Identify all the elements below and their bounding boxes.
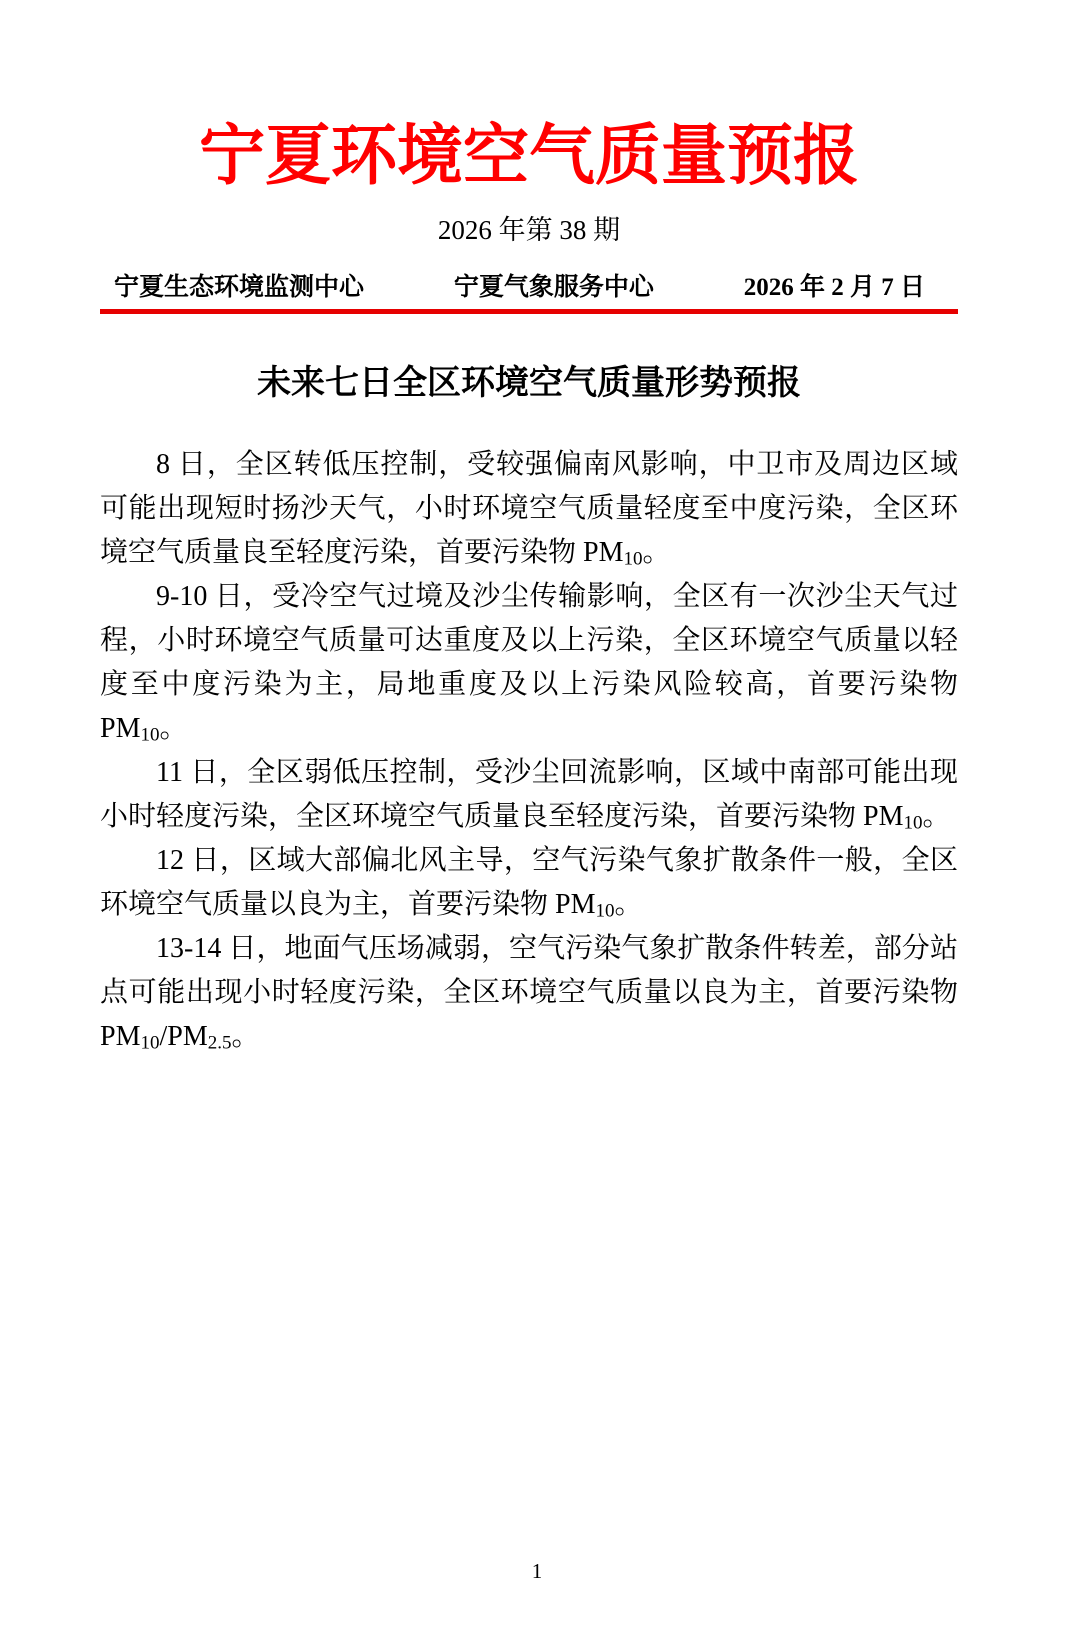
masthead-row xyxy=(100,274,958,302)
page-number: 1 xyxy=(531,1559,543,1583)
issuing-org-monitoring-center: 宁夏生态环境监测中心 xyxy=(114,273,365,301)
forecast-paragraph-day12: 12 日，区域大部偏北风主导，空气污染气象扩散条件一般，全区环境空气质量以良为主，首要污染物 $PM_{10}$。 xyxy=(100,845,958,922)
forecast-paragraph-day13-14: 13-14 日，地面气压场减弱，空气污染气象扩散条件转差，部分站点可能出现小时轻度污染，全区环境空气质量以良为主，首要污染物 $PM_{10}/PM_{2.5}$。 xyxy=(100,933,958,1054)
section-title: 未来七日全区环境空气质量形势预报 xyxy=(257,364,801,403)
issuing-org-meteorological-center: 宁夏气象服务中心 xyxy=(453,273,654,301)
document-page xyxy=(0,118,1074,1638)
issue-date: 2026 年 2 月 7 日 xyxy=(743,273,925,301)
forecast-body xyxy=(100,443,958,1059)
forecast-paragraph-day8: 8 日，全区转低压控制，受较强偏南风影响，中卫市及周边区域可能出现短时扬沙天气，小时环境空气质量轻度至中度污染，全区环境空气质量良至轻度污染，首要污染物 $PM_{10}$。 xyxy=(100,449,958,570)
masthead xyxy=(100,274,958,315)
forecast-paragraph-day11: 11 日，全区弱低压控制，受沙尘回流影响，区域中南部可能出现小时轻度污染，全区环境空气质量良至轻度污染，首要污染物 $PM_{10}$。 xyxy=(100,757,958,834)
document-title: 宁夏环境空气质量预报 xyxy=(199,120,859,193)
forecast-paragraph-day9-10: 9-10 日，受冷空气过境及沙尘传输影响，全区有一次沙尘天气过程，小时环境空气质量可达重度及以上污染，全区环境空气质量以轻度至中度污染为主，局地重度及以上污染风险较高，首要污染物 $PM_{10}$。 xyxy=(100,581,958,746)
issue-number: 2026 年第 38 期 xyxy=(437,214,621,245)
